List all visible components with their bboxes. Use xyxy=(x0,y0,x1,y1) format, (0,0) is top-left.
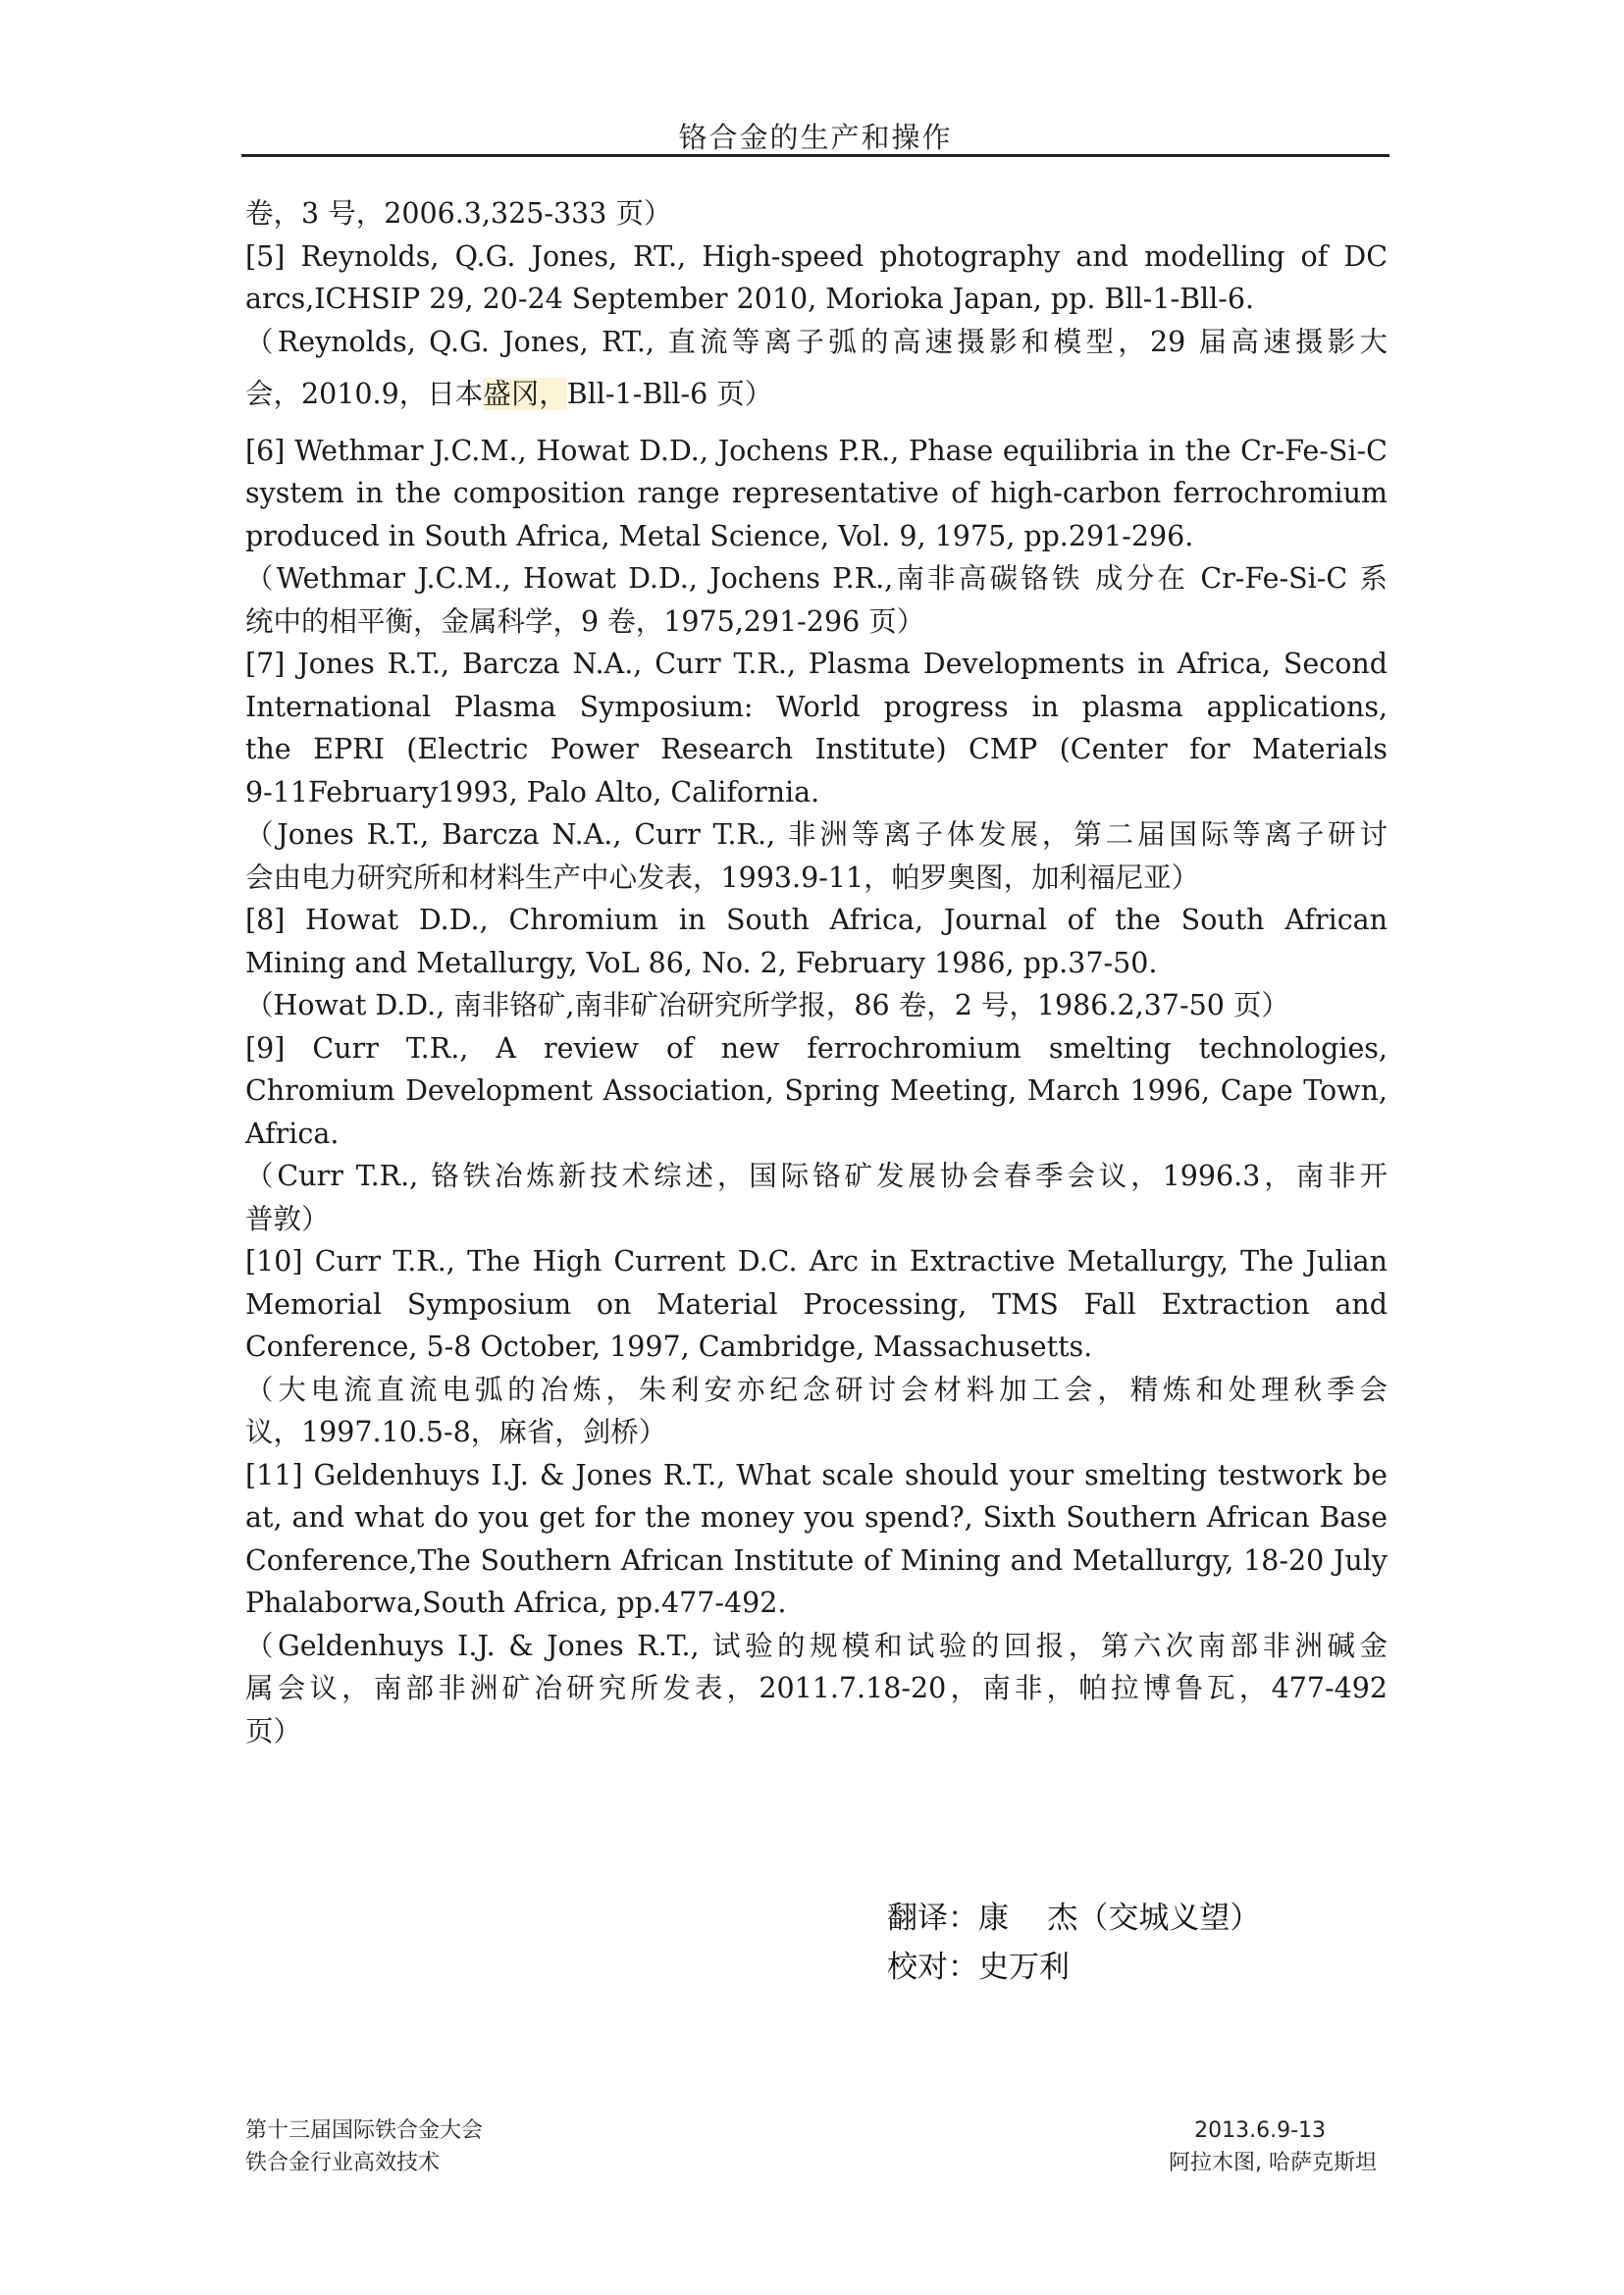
ref4-continuation: 卷，3 号，2006.3,325-333 页） xyxy=(245,197,672,230)
ref5-line: arcs,ICHSIP 29, 20-24 September 2010, Morioka Japan, pp. Bll-1-Bll-6. xyxy=(245,283,1255,315)
ref11-line: [11] Geldenhuys I.J. & Jones R.T., What scale should your smelting testwork be xyxy=(245,1458,1388,1491)
ref10-line: Memorial Symposium on Material Processing, TMS Fall Extraction and xyxy=(245,1287,1388,1321)
ref10-line: Conference, 5-8 October, 1997, Cambridge, Massachusetts. xyxy=(245,1330,1093,1363)
footer-location: 阿拉木图, 哈萨克斯坦 xyxy=(1169,2151,1377,2175)
ref5-line: [5] Reynolds, Q.G. Jones, RT., High-speed photography and modelling of DC xyxy=(245,239,1388,273)
ref7-line: International Plasma Symposium: World progress in plasma applications, xyxy=(245,690,1388,723)
page-header-title: 铬合金的生产和操作 xyxy=(678,121,953,154)
translator-credit: 翻译：康 杰（交城义望） xyxy=(887,1901,1261,1936)
ref9-line: Africa. xyxy=(245,1117,340,1150)
ref7-translation-line: 会由电力研究所和材料生产中心发表，1993.9-11，帕罗奥图，加利福尼亚） xyxy=(245,861,1200,894)
ref5-cont-text: Bll-1-Bll-6 页） xyxy=(566,378,773,410)
ref7-translation-line: （Jones R.T., Barcza N.A., Curr T.R., 非洲等离子体发展，第二届国际等离子研讨 xyxy=(245,818,1388,851)
ref5-translation-line xyxy=(245,373,1388,416)
ref7-line: the EPRI (Electric Power Research Institute) CMP (Center for Materials xyxy=(245,733,1388,765)
footer-left xyxy=(245,2114,483,2179)
proofreader-credit: 校对：史万利 xyxy=(887,1950,1070,1985)
header-divider xyxy=(241,154,1389,157)
ref11-line: Phalaborwa,South Africa, pp.477-492. xyxy=(245,1587,787,1619)
ref7-line: 9-11February1993, Palo Alto, California. xyxy=(245,775,820,808)
ref10-line: [10] Curr T.R., The High Current D.C. Arc in Extractive Metallurgy, The Julian xyxy=(245,1245,1388,1278)
ref11-line: at, and what do you get for the money you spend?, Sixth Southern African Base xyxy=(245,1501,1388,1534)
ref6-line: produced in South Africa, Metal Science, Vol. 9, 1975, pp.291-296. xyxy=(245,519,1194,552)
ref9-line: Chromium Development Association, Spring Meeting, March 1996, Cape Town, xyxy=(245,1074,1388,1107)
highlighted-text: 盛冈， xyxy=(483,378,567,410)
ref7-line: [7] Jones R.T., Barcza N.A., Curr T.R., Plasma Developments in Africa, Second xyxy=(245,648,1388,680)
footer-date: 2013.6.9-13 xyxy=(1194,2118,1326,2143)
references-body xyxy=(245,192,1388,1752)
ref10-translation-line: （大电流直流电弧的冶炼，朱利安亦纪念研讨会材料加工会，精炼和处理秋季会 xyxy=(245,1373,1388,1406)
ref11-line: Conference,The Southern African Institute of Mining and Metallurgy, 18-20 July xyxy=(245,1543,1388,1577)
ref11-translation-line: （Geldenhuys I.J. & Jones R.T., 试验的规模和试验的回报，第六次南部非洲碱金 xyxy=(245,1629,1388,1662)
ref6-line: [6] Wethmar J.C.M., Howat D.D., Jochens P.R., Phase equilibria in the Cr-Fe-Si-C xyxy=(245,434,1388,467)
ref9-translation-line: （Curr T.R., 铬铁冶炼新技术综述，国际铬矿发展协会春季会议，1996.3，南非开 xyxy=(245,1160,1388,1192)
ref5-cont-text: 会，2010.9，日本 xyxy=(245,378,484,410)
ref6-line: system in the composition range representative of high-carbon ferrochromium xyxy=(245,477,1388,509)
footer-conference-theme: 铁合金行业高效技术 xyxy=(245,2151,441,2175)
ref11-translation-line: 属会议，南部非洲矿冶研究所发表，2011.7.18-20，南非，帕拉博鲁瓦，477-492 xyxy=(245,1672,1388,1704)
ref5-translation-line: （Reynolds, Q.G. Jones, RT., 直流等离子弧的高速摄影和模型，29 届高速摄影大 xyxy=(245,325,1388,358)
ref9-translation-line: 普敦） xyxy=(245,1202,330,1235)
ref8-translation-line: （Howat D.D., 南非铬矿,南非矿冶研究所学报，86 卷，2 号，1986.2,37-50 页） xyxy=(245,989,1289,1021)
signature-block xyxy=(887,1894,1260,1992)
footer-right xyxy=(1169,2114,1377,2179)
ref11-translation-line: 页） xyxy=(245,1714,302,1747)
ref8-line: [8] Howat D.D., Chromium in South Africa, Journal of the South African xyxy=(245,904,1388,936)
ref9-line: [9] Curr T.R., A review of new ferrochromium smelting technologies, xyxy=(245,1031,1388,1065)
ref8-line: Mining and Metallurgy, VoL 86, No. 2, February 1986, pp.37-50. xyxy=(245,946,1158,979)
ref10-translation-line: 议，1997.10.5-8，麻省，剑桥） xyxy=(245,1416,667,1448)
ref6-translation-line: （Wethmar J.C.M., Howat D.D., Jochens P.R.,南非高碳铬铁 成分在 Cr-Fe-Si-C 系 xyxy=(245,562,1388,595)
footer-conference-name: 第十三届国际铁合金大会 xyxy=(245,2118,484,2143)
ref6-translation-line: 统中的相平衡，金属科学，9 卷，1975,291-296 页） xyxy=(245,604,925,638)
